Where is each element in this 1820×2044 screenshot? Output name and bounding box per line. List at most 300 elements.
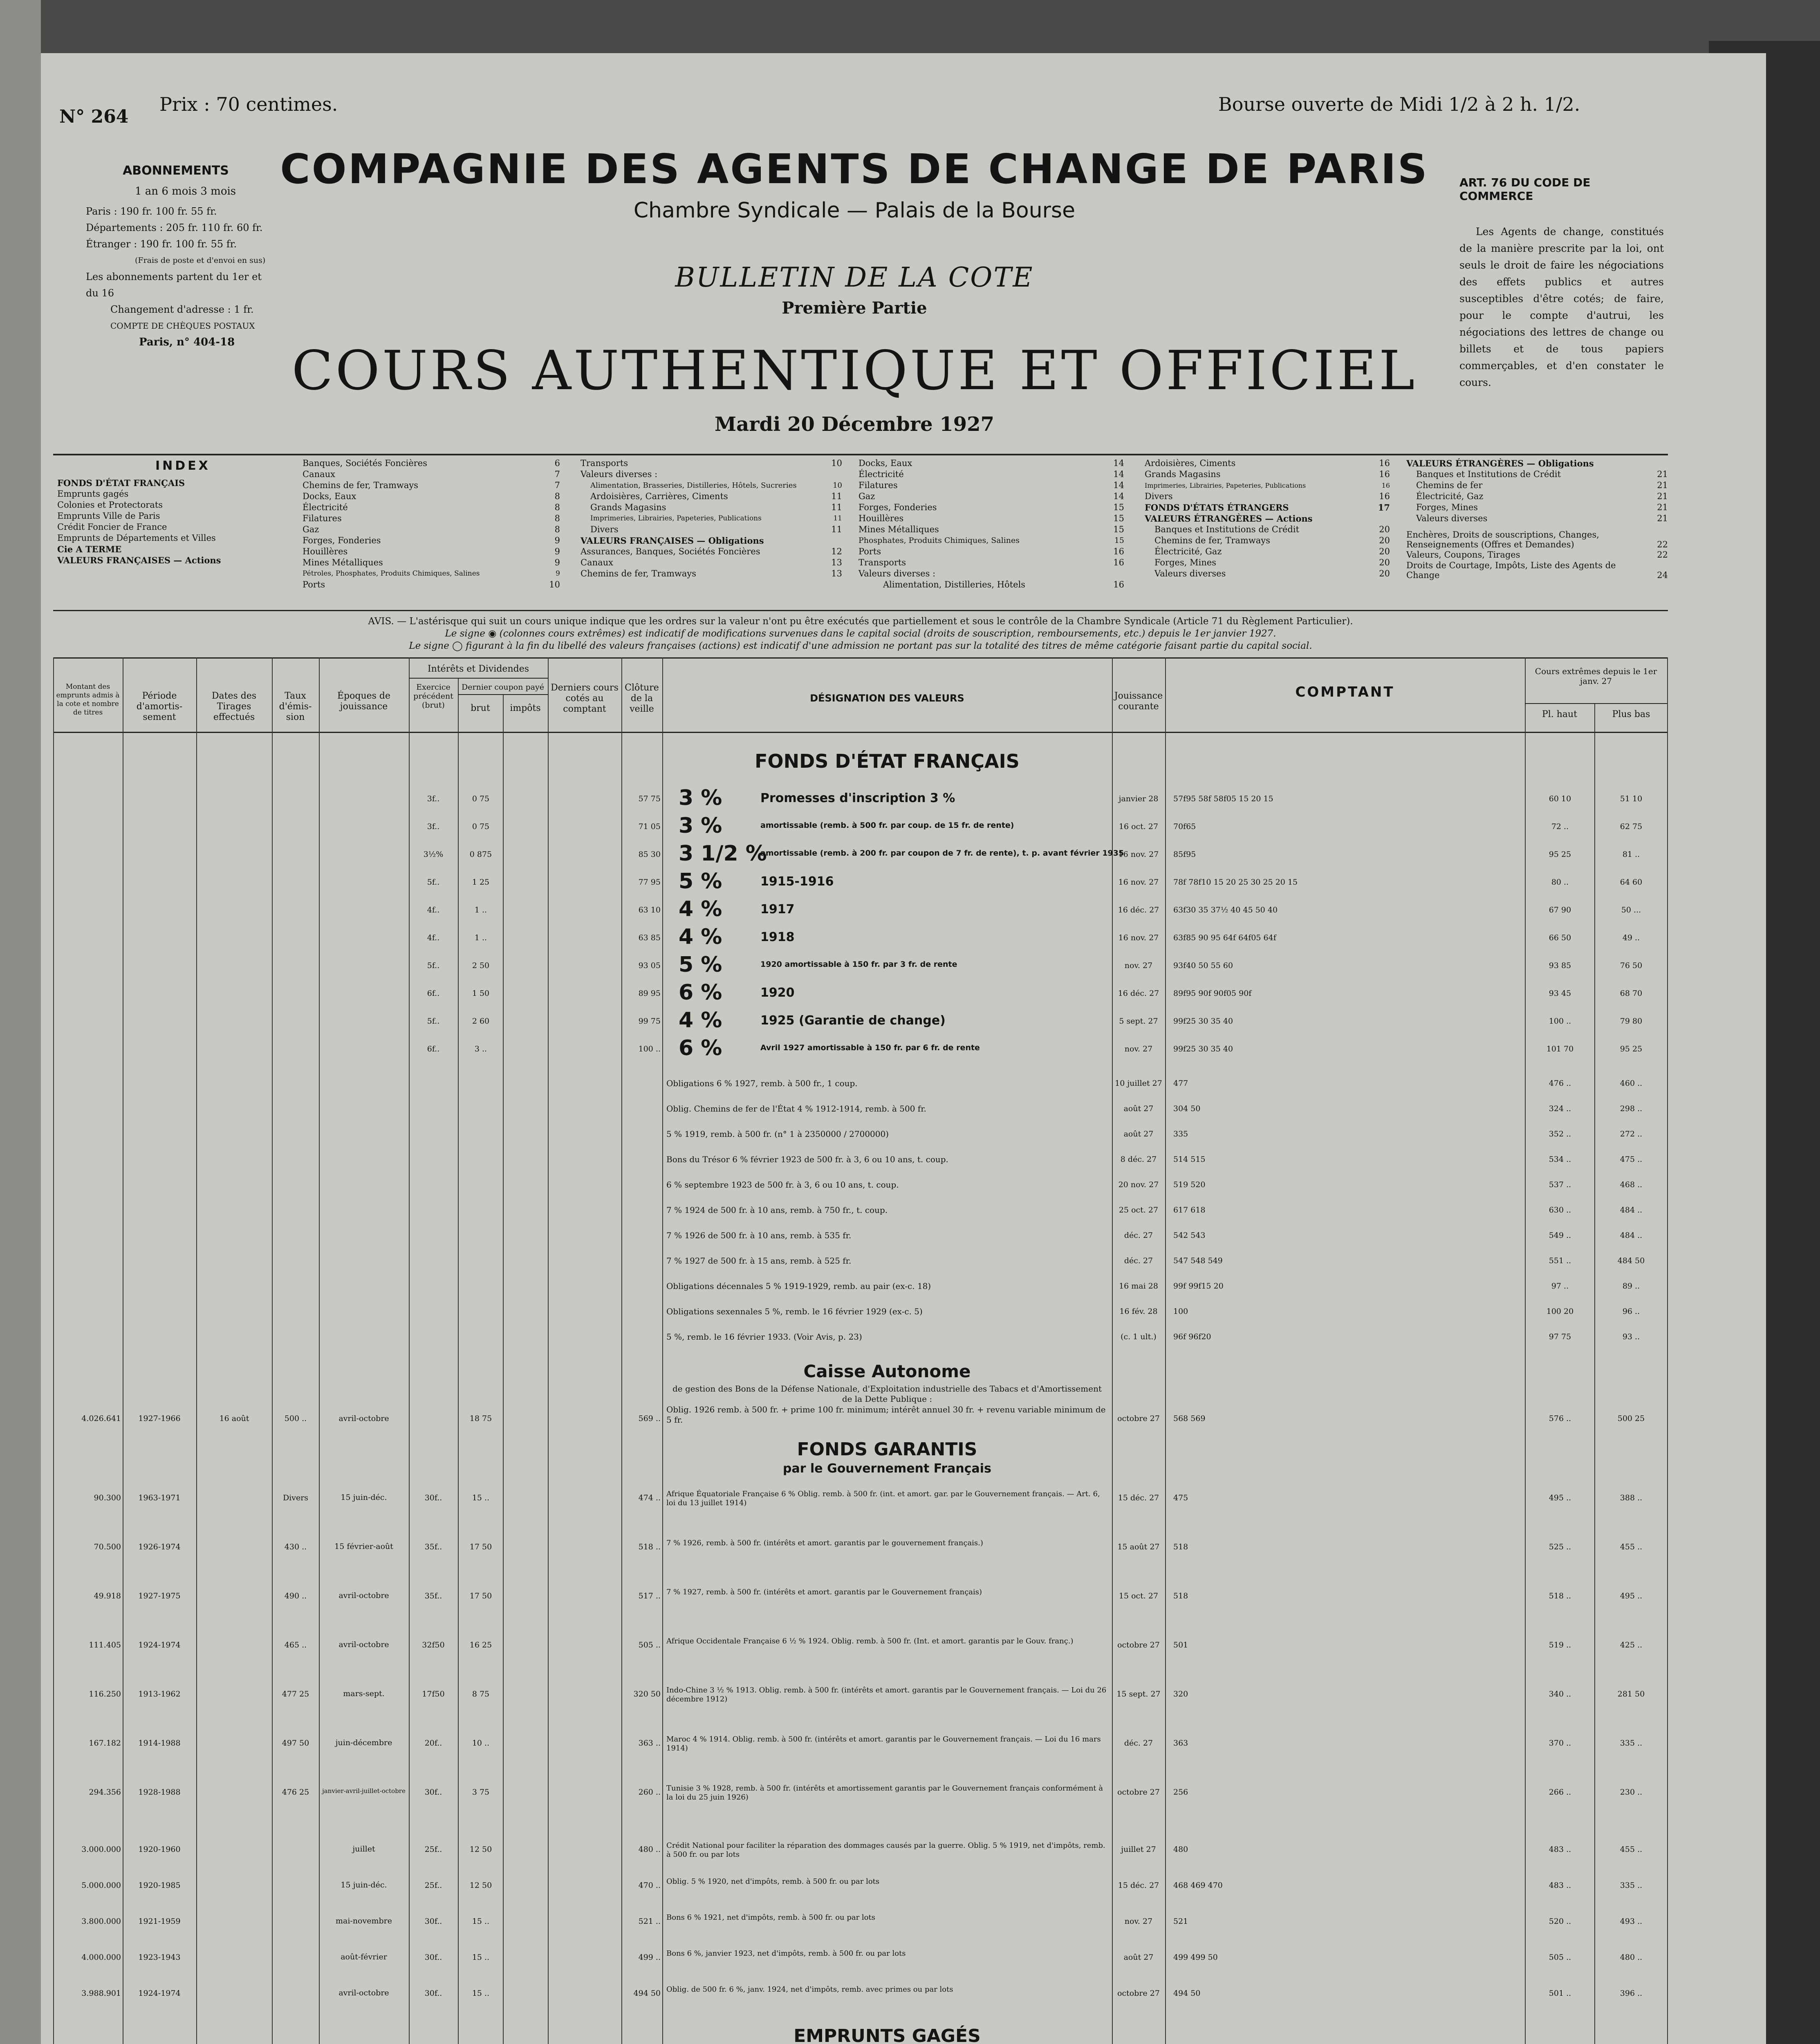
previous-year-value: 30f.. — [424, 1989, 442, 1998]
year-low: 495 .. — [1620, 1591, 1643, 1600]
rule — [53, 454, 1668, 455]
rente-rate: 6 % — [679, 1036, 722, 1060]
draw-dates: 16 août — [219, 1414, 249, 1423]
index-block — [57, 458, 1668, 609]
cash-prices: 93f40 50 55 60 — [1173, 961, 1233, 970]
bond-label: Obligations 6 % 1927, remb. à 500 fr., 1 coup. — [666, 1078, 858, 1088]
enjoyment-period: 15 juin-déc. — [341, 1880, 387, 1889]
year-high: 93 85 — [1549, 961, 1571, 970]
year-low: 93 .. — [1622, 1332, 1640, 1341]
bond-label: 5 %, remb. le 16 février 1933. (Voir Avis, p. 23) — [666, 1332, 862, 1342]
current-enjoyment: 25 oct. 27 — [1118, 1206, 1159, 1215]
cash-prices: 494 50 — [1173, 1989, 1201, 1998]
year-high: 576 .. — [1549, 1414, 1571, 1423]
previous-close: 474 .. — [638, 1493, 661, 1502]
chamber-line: Chambre Syndicale — Palais de la Bourse — [633, 198, 1076, 223]
year-high: 97 75 — [1549, 1332, 1571, 1341]
amount: 111.405 — [89, 1641, 121, 1650]
index-entry: Houillères 9 — [303, 547, 560, 556]
amount: 3.800.000 — [81, 1917, 121, 1926]
rente-rate: 3 % — [679, 814, 722, 838]
year-high: 67 90 — [1549, 905, 1571, 914]
header-previous-close: Clôture de la veille — [625, 683, 659, 714]
issue-rate: 477 25 — [282, 1690, 309, 1699]
index-entry: Électricité 8 — [303, 502, 560, 512]
current-enjoyment: nov. 27 — [1124, 1044, 1153, 1053]
amortization-period: 1924-1974 — [138, 1641, 181, 1650]
header-extremes: Cours extrêmes depuis le 1er janv. 27 — [1535, 666, 1657, 686]
index-entry: Canaux 13 — [581, 558, 842, 567]
bond-label: 7 % 1924 de 500 fr. à 10 ans, remb. à 750 fr., t. coup. — [666, 1205, 888, 1215]
year-high: 340 .. — [1549, 1690, 1571, 1699]
coupon-gross: 15 .. — [472, 1989, 490, 1998]
header-interest: Intérêts et Dividendes — [427, 664, 529, 674]
amortization-period: 1914-1988 — [138, 1739, 181, 1748]
current-enjoyment: 16 nov. 27 — [1118, 850, 1159, 859]
coupon-gross: 0 75 — [472, 794, 490, 803]
previous-close: 93 05 — [638, 961, 661, 970]
year-low: 50 ... — [1621, 905, 1641, 914]
previous-close: 99 75 — [638, 1017, 661, 1026]
index-entry: Banques et Institutions de Crédit 21 — [1416, 469, 1668, 479]
year-high: 483 .. — [1549, 1881, 1571, 1890]
table-row — [41, 1071, 1766, 1096]
coupon-gross: 1 25 — [472, 878, 490, 887]
amortization-period: 1963-1971 — [138, 1493, 181, 1502]
enjoyment-period: 15 février-août — [334, 1542, 393, 1551]
index-entry: Ports 16 — [858, 547, 1124, 556]
index-entry: Emprunts Ville de Paris — [57, 511, 160, 521]
index-entry: Chemins de fer, Tramways 20 — [1154, 536, 1390, 545]
year-high: 60 10 — [1549, 794, 1571, 803]
previous-close: 505 .. — [638, 1641, 661, 1650]
previous-year-value: 25f.. — [424, 1881, 442, 1890]
amortization-period: 1923-1943 — [138, 1953, 181, 1962]
year-low: 425 .. — [1620, 1641, 1643, 1650]
table-row — [41, 1223, 1766, 1248]
cash-prices: 96f 96f20 — [1173, 1332, 1211, 1341]
cash-prices: 99f 99f15 20 — [1173, 1282, 1224, 1291]
rule — [1525, 703, 1667, 704]
cash-prices: 304 50 — [1173, 1104, 1201, 1113]
postal-account-label: COMPTE DE CHÈQUES POSTAUX — [110, 321, 255, 331]
cash-prices: 499 499 50 — [1173, 1953, 1218, 1962]
table-row — [41, 1876, 1766, 1912]
index-entry: Ardoisières, Ciments 16 — [1145, 458, 1390, 468]
index-entry: Ardoisières, Carrières, Ciments 11 — [590, 491, 842, 501]
header-enjoyment: Époques de jouissance — [337, 691, 391, 712]
bond-label: Obligations décennales 5 % 1919-1929, remb. au pair (ex-c. 18) — [666, 1281, 931, 1291]
year-low: 480 .. — [1620, 1953, 1643, 1962]
caisse-subtitle: de gestion des Bons de la Défense Nationale, d'Exploitation industrielle des Tabacs et d'Amortissement de la Dette Publique : — [672, 1384, 1102, 1404]
rente-label: 1920 — [760, 986, 795, 1000]
bond-label: Bons du Trésor 6 % février 1923 de 500 fr. à 3, 6 ou 10 ans, t. coup. — [666, 1154, 948, 1164]
cash-prices: 335 — [1173, 1130, 1188, 1139]
previous-year-value: 3½% — [423, 850, 444, 859]
rente-label: 1915-1916 — [760, 874, 834, 889]
table-row — [41, 840, 1766, 868]
index-column-2 — [303, 458, 560, 590]
current-enjoyment: 20 nov. 27 — [1118, 1180, 1159, 1189]
index-entry: Droits de Courtage, Impôts, Liste des Agents de Change 24 — [1406, 560, 1668, 580]
cash-prices: 547 548 549 — [1173, 1256, 1223, 1265]
header-high: Pl. haut — [1542, 709, 1578, 719]
year-low: 89 .. — [1622, 1282, 1640, 1291]
current-enjoyment: déc. 27 — [1124, 1256, 1153, 1265]
coupon-gross: 15 .. — [472, 1917, 490, 1926]
current-enjoyment: octobre 27 — [1117, 1989, 1160, 1998]
year-high: 66 50 — [1549, 933, 1571, 942]
index-entry: Grands Magasins 16 — [1145, 469, 1390, 479]
index-entry: VALEURS ÉTRANGÈRES — Actions — [1145, 513, 1313, 524]
header-last-prices: Derniers cours cotés au comptant — [551, 683, 619, 714]
index-entry: Banques, Sociétés Foncières 6 — [303, 458, 560, 468]
previous-close: 494 50 — [633, 1989, 661, 1998]
header-draw-dates: Dates des Tirages effectués — [211, 691, 257, 722]
index-entry: Cie A TERME — [57, 544, 122, 554]
year-high: 630 .. — [1549, 1206, 1571, 1215]
security-label: 7 % 1926, remb. à 500 fr. (intérêts et amort. garantis par le gouvernement français.) — [666, 1539, 983, 1547]
cash-prices: 518 — [1173, 1542, 1188, 1551]
index-entry: Électricité, Gaz 20 — [1154, 547, 1390, 556]
amortization-period: 1913-1962 — [138, 1690, 181, 1699]
cash-prices: 63f85 90 95 64f 64f05 64f — [1173, 933, 1276, 942]
year-high: 97 .. — [1551, 1282, 1569, 1291]
amount: 90.300 — [94, 1493, 121, 1502]
amortization-period: 1920-1985 — [138, 1881, 181, 1890]
table-row — [41, 1325, 1766, 1350]
amount: 294.356 — [89, 1788, 121, 1797]
year-high: 95 25 — [1549, 850, 1571, 859]
coupon-gross: 2 60 — [472, 1017, 490, 1026]
year-low: 230 .. — [1620, 1788, 1643, 1797]
amount: 3.000.000 — [81, 1845, 121, 1854]
rente-rate: 4 % — [679, 925, 722, 949]
index-entry: Phosphates, Produits Chimiques, Salines 15 — [858, 536, 1124, 545]
year-high: 476 .. — [1549, 1079, 1571, 1088]
coupon-gross: 1 .. — [474, 933, 487, 942]
coupon-gross: 1 50 — [472, 989, 490, 998]
security-label: Oblig. 5 % 1920, net d'impôts, remb. à 500 fr. ou par lots — [666, 1877, 880, 1886]
rente-rate: 5 % — [679, 869, 722, 894]
table-row — [41, 1007, 1766, 1035]
index-entry: Alimentation, Brasseries, Distilleries, Hôtels, Sucreries 10 — [590, 481, 842, 490]
current-enjoyment: août 27 — [1123, 1953, 1154, 1962]
coupon-gross: 15 .. — [472, 1493, 490, 1502]
bulletin-title: BULLETIN DE LA COTE — [675, 262, 1034, 293]
index-entry: Assurances, Banques, Sociétés Foncières 12 — [581, 547, 842, 556]
amount: 70.500 — [94, 1542, 121, 1551]
table-row — [41, 1537, 1766, 1586]
table-row — [41, 979, 1766, 1007]
previous-close: 517 .. — [638, 1591, 661, 1600]
rule — [53, 732, 1668, 733]
rente-rate: 6 % — [679, 980, 722, 1005]
previous-close: 89 95 — [638, 989, 661, 998]
cash-prices: 521 — [1173, 1917, 1188, 1926]
table-row — [41, 1248, 1766, 1274]
previous-close: 480 .. — [638, 1845, 661, 1854]
current-enjoyment: déc. 27 — [1124, 1739, 1153, 1748]
subscriptions-periods: 1 an 6 mois 3 mois — [135, 185, 236, 197]
coupon-gross: 18 75 — [469, 1414, 492, 1423]
notice-line-3: Le signe ◯ figurant à la fin du libellé des valeurs françaises (actions) est indicatif d'une admission ne portant pas sur la totalité des titres de même catégorie faisant partie du capital social. — [409, 641, 1312, 651]
year-low: 484 .. — [1620, 1231, 1643, 1240]
year-low: 455 .. — [1620, 1845, 1643, 1854]
caisse-line: Oblig. 1926 remb. à 500 fr. + prime 100 fr. minimum; intérêt annuel 30 fr. + revenu variable minimum de 5 fr. — [666, 1405, 1106, 1425]
previous-close: 100 .. — [638, 1044, 661, 1053]
index-entry: Mines Métalliques 9 — [303, 558, 560, 567]
header-cash: COMPTANT — [1295, 684, 1395, 700]
current-enjoyment: 16 mai 28 — [1119, 1282, 1158, 1291]
year-high: 100 .. — [1549, 1017, 1571, 1026]
year-low: 64 60 — [1620, 878, 1643, 887]
cash-prices: 89f95 90f 90f05 90f — [1173, 989, 1252, 998]
coupon-gross: 8 75 — [472, 1690, 490, 1699]
previous-year-value: 35f.. — [424, 1542, 442, 1551]
previous-year-value: 35f.. — [424, 1591, 442, 1600]
index-entry: Gaz 8 — [303, 524, 560, 534]
previous-year-value: 6f.. — [427, 1044, 440, 1053]
subscription-line: Paris : 190 fr. 100 fr. 55 fr. — [86, 206, 217, 217]
section-title-caisse: Caisse Autonome — [803, 1361, 971, 1381]
index-entry: Forges, Mines 21 — [1416, 502, 1668, 512]
header-gross: brut — [471, 703, 490, 713]
header-low: Plus bas — [1612, 709, 1650, 719]
year-high: 352 .. — [1549, 1130, 1571, 1139]
index-column-1 — [57, 477, 286, 566]
enjoyment-period: avril-octobre — [338, 1988, 389, 1997]
current-enjoyment: août 27 — [1123, 1104, 1154, 1113]
index-entry: FONDS D'ÉTAT FRANÇAIS — [57, 478, 185, 488]
cash-prices: 480 — [1173, 1845, 1188, 1854]
current-enjoyment: nov. 27 — [1124, 961, 1153, 970]
previous-year-value: 5f.. — [427, 961, 440, 970]
bulletin-date: Mardi 20 Décembre 1927 — [715, 413, 994, 436]
subscription-line: Départements : 205 fr. 110 fr. 60 fr. — [86, 222, 263, 233]
index-entry: Divers 11 — [590, 524, 842, 534]
enjoyment-period: août-février — [341, 1952, 387, 1961]
year-low: 493 .. — [1620, 1917, 1643, 1926]
rente-label: 1917 — [760, 902, 795, 917]
table-row — [41, 1096, 1766, 1122]
index-entry: Chemins de fer, Tramways 7 — [303, 480, 560, 490]
year-high: 266 .. — [1549, 1788, 1571, 1797]
amortization-period: 1920-1960 — [138, 1845, 181, 1854]
index-entry: Électricité 14 — [858, 469, 1124, 479]
section-title-state-funds: FONDS D'ÉTAT FRANÇAIS — [755, 750, 1020, 772]
previous-close: 470 .. — [638, 1881, 661, 1890]
index-entry: FONDS D'ÉTATS ÉTRANGERS 17 — [1145, 502, 1390, 513]
previous-close: 569 .. — [638, 1414, 661, 1423]
article-title: ART. 76 DU CODE DE COMMERCE — [1459, 176, 1591, 203]
previous-close: 77 95 — [638, 878, 661, 887]
cash-prices: 501 — [1173, 1641, 1188, 1650]
table-row — [41, 1172, 1766, 1198]
subscription-note: (Frais de poste et d'envoi en sus) — [135, 256, 266, 265]
index-entry: Transports 10 — [581, 458, 842, 468]
rente-rate: 3 1/2 % — [679, 841, 767, 866]
index-column-4 — [858, 458, 1124, 590]
current-enjoyment: 16 fév. 28 — [1119, 1307, 1158, 1316]
issue-rate: 490 .. — [284, 1591, 307, 1600]
enjoyment-period: 15 juin-déc. — [341, 1493, 387, 1502]
previous-close: 71 05 — [638, 822, 661, 831]
cash-prices: 85f95 — [1173, 850, 1196, 859]
opening-hours: Bourse ouverte de Midi 1/2 à 2 h. 1/2. — [1218, 93, 1580, 115]
table-row — [41, 1488, 1766, 1537]
current-enjoyment: 16 oct. 27 — [1118, 822, 1159, 831]
index-entry: Crédit Foncier de France — [57, 522, 167, 532]
previous-close: 518 .. — [638, 1542, 661, 1551]
year-low: 81 .. — [1622, 850, 1640, 859]
year-low: 500 25 — [1617, 1414, 1645, 1423]
index-entry: Emprunts gagés — [57, 489, 129, 499]
rente-rate: 3 % — [679, 786, 722, 810]
year-low: 455 .. — [1620, 1542, 1643, 1551]
index-entry: Imprimeries, Librairies, Papeteries, Publications 11 — [590, 514, 842, 522]
amortization-period: 1924-1974 — [138, 1989, 181, 1998]
table-row — [41, 1122, 1766, 1147]
year-low: 388 .. — [1620, 1493, 1643, 1502]
previous-year-value: 4f.. — [427, 933, 440, 942]
year-high: 519 .. — [1549, 1641, 1571, 1650]
table-row — [41, 1035, 1766, 1063]
table-row — [41, 896, 1766, 924]
current-enjoyment: octobre 27 — [1117, 1641, 1160, 1650]
security-label: 7 % 1927, remb. à 500 fr. (intérêts et amort. garantis par le Gouvernement français) — [666, 1588, 982, 1596]
table-row — [41, 952, 1766, 979]
cash-prices: 475 — [1173, 1493, 1188, 1502]
cash-prices: 100 — [1173, 1307, 1188, 1316]
cash-prices: 617 618 — [1173, 1206, 1206, 1215]
year-high: 72 .. — [1551, 822, 1569, 831]
current-enjoyment: déc. 27 — [1124, 1231, 1153, 1240]
table-row — [41, 1912, 1766, 1948]
previous-close: 521 .. — [638, 1917, 661, 1926]
issue-rate: 497 50 — [282, 1739, 309, 1748]
enjoyment-period: mai-novembre — [335, 1916, 392, 1925]
cash-prices: 70f65 — [1173, 822, 1196, 831]
current-enjoyment: octobre 27 — [1117, 1414, 1160, 1423]
bond-label: Oblig. Chemins de fer de l'État 4 % 1912-1914, remb. à 500 fr. — [666, 1104, 926, 1114]
current-enjoyment: 16 nov. 27 — [1118, 933, 1159, 942]
coupon-gross: 17 50 — [469, 1542, 492, 1551]
previous-close: 57 75 — [638, 794, 661, 803]
index-entry: VALEURS ÉTRANGÈRES — Obligations — [1406, 458, 1594, 468]
table-row — [41, 1274, 1766, 1299]
header-taxes: impôts — [510, 703, 541, 713]
table-row — [41, 1684, 1766, 1733]
section-title-pledged-loans: EMPRUNTS GAGÉS — [793, 2026, 981, 2044]
subscription-line: Les abonnements partent du 1er et du 16 — [86, 271, 262, 299]
cash-prices: 468 469 470 — [1173, 1881, 1223, 1890]
current-enjoyment: nov. 27 — [1124, 1917, 1153, 1926]
index-entry: Docks, Eaux 14 — [858, 458, 1124, 468]
year-high: 551 .. — [1549, 1256, 1571, 1265]
year-high: 101 70 — [1546, 1044, 1574, 1053]
subscription-line: Étranger : 190 fr. 100 fr. 55 fr. — [86, 238, 237, 250]
section-title-guaranteed: FONDS GARANTIS — [797, 1439, 977, 1460]
previous-year-value: 30f.. — [424, 1917, 442, 1926]
price: Prix : 70 centimes. — [159, 93, 338, 115]
bond-label: 5 % 1919, remb. à 500 fr. (n° 1 à 2350000 / 2700000) — [666, 1129, 889, 1139]
table-row — [41, 1147, 1766, 1172]
previous-close: 63 85 — [638, 933, 661, 942]
index-entry: Valeurs diverses 20 — [1154, 569, 1390, 578]
article-box — [1459, 176, 1664, 391]
postal-account-number: Paris, n° 404-18 — [139, 336, 235, 348]
year-high: 520 .. — [1549, 1917, 1571, 1926]
security-label: Tunisie 3 % 1928, remb. à 500 fr. (intérêts et amortissement garantis par le Gouvernement français conformément à la loi du 25 juin 1926) — [666, 1784, 1103, 1802]
cash-prices: 518 — [1173, 1591, 1188, 1600]
rente-label: Promesses d'inscription 3 % — [760, 791, 955, 805]
header-previous-year: Exercice précédent (brut) — [413, 683, 453, 710]
index-entry: Gaz 14 — [858, 491, 1124, 501]
index-entry: Chemins de fer 21 — [1416, 480, 1668, 490]
year-high: 495 .. — [1549, 1493, 1571, 1502]
table-row — [41, 1983, 1766, 2019]
enjoyment-period: mars-sept. — [343, 1689, 385, 1698]
year-high: 324 .. — [1549, 1104, 1571, 1113]
bond-label: Obligations sexennales 5 %, remb. le 16 février 1929 (ex-c. 5) — [666, 1307, 923, 1316]
current-enjoyment: 8 déc. 27 — [1120, 1155, 1157, 1164]
main-title: COURS AUTHENTIQUE ET OFFICIEL — [291, 339, 1417, 402]
amount: 5.000.000 — [81, 1881, 121, 1890]
security-label: Afrique Équatoriale Française 6 % Oblig. remb. à 500 fr. (int. et amort. gar. par le Gouvernement français. — Art. 6, loi du 13 juillet 1914) — [666, 1490, 1100, 1507]
header-designation: DÉSIGNATION DES VALEURS — [810, 693, 964, 704]
amount: 167.182 — [89, 1739, 121, 1748]
bond-label: 6 % septembre 1923 de 500 fr. à 3, 6 ou 10 ans, t. coup. — [666, 1180, 899, 1190]
cash-prices: 477 — [1173, 1079, 1188, 1088]
previous-year-value: 32f50 — [422, 1641, 445, 1650]
index-entry: Transports 16 — [858, 558, 1124, 567]
enjoyment-period: avril-octobre — [338, 1591, 389, 1600]
header-issue-rate: Taux d'émis-sion — [279, 691, 312, 722]
current-enjoyment: 16 déc. 27 — [1118, 989, 1159, 998]
year-low: 335 .. — [1620, 1881, 1643, 1890]
rente-rate: 5 % — [679, 953, 722, 977]
rule — [53, 657, 1668, 659]
index-entry: Enchères, Droits de souscriptions, Changes, Renseignements (Offres et Demandes) 22 — [1406, 530, 1668, 549]
table-row — [41, 924, 1766, 952]
table-row — [41, 868, 1766, 896]
current-enjoyment: 15 déc. 27 — [1118, 1881, 1159, 1890]
cash-prices: 63f30 35 37½ 40 45 50 40 — [1173, 905, 1278, 914]
index-entry: Imprimeries, Librairies, Papeteries, Publications 16 — [1145, 482, 1390, 489]
table-row — [41, 1586, 1766, 1635]
guaranteed-subtitle: par le Gouvernement Français — [783, 1461, 991, 1476]
previous-year-value: 3f.. — [427, 822, 440, 831]
previous-close: 85 30 — [638, 850, 661, 859]
index-entry: Filatures 8 — [303, 513, 560, 523]
year-low: 396 .. — [1620, 1989, 1643, 1998]
index-entry: Forges, Fonderies 9 — [303, 536, 560, 545]
current-enjoyment: janvier 28 — [1118, 794, 1159, 803]
year-low: 335 .. — [1620, 1739, 1643, 1748]
coupon-gross: 15 .. — [472, 1953, 490, 1962]
article-text: Les Agents de change, constitués de la manière prescrite par la loi, ont seuls le droit de faire les négociations des effets publics et autres susceptibles d'être cotés; de faire, pour le compte d'autrui, les négociations des lettres de change ou billets et de tous papiers commerçables, et d'en constater le cours. — [1459, 226, 1664, 388]
index-entry: Ports 10 — [303, 580, 560, 589]
year-low: 68 70 — [1620, 989, 1643, 998]
part-label: Première Partie — [782, 298, 927, 318]
rente-label: 1920 amortissable à 150 fr. par 3 fr. de rente — [760, 960, 957, 969]
cash-prices: 78f 78f10 15 20 25 30 25 20 15 — [1173, 878, 1298, 887]
year-high: 505 .. — [1549, 1953, 1571, 1962]
index-entry: Chemins de fer, Tramways 13 — [581, 569, 842, 578]
current-enjoyment: 15 août 27 — [1117, 1542, 1160, 1551]
index-entry: Valeurs diverses 21 — [1416, 513, 1668, 523]
